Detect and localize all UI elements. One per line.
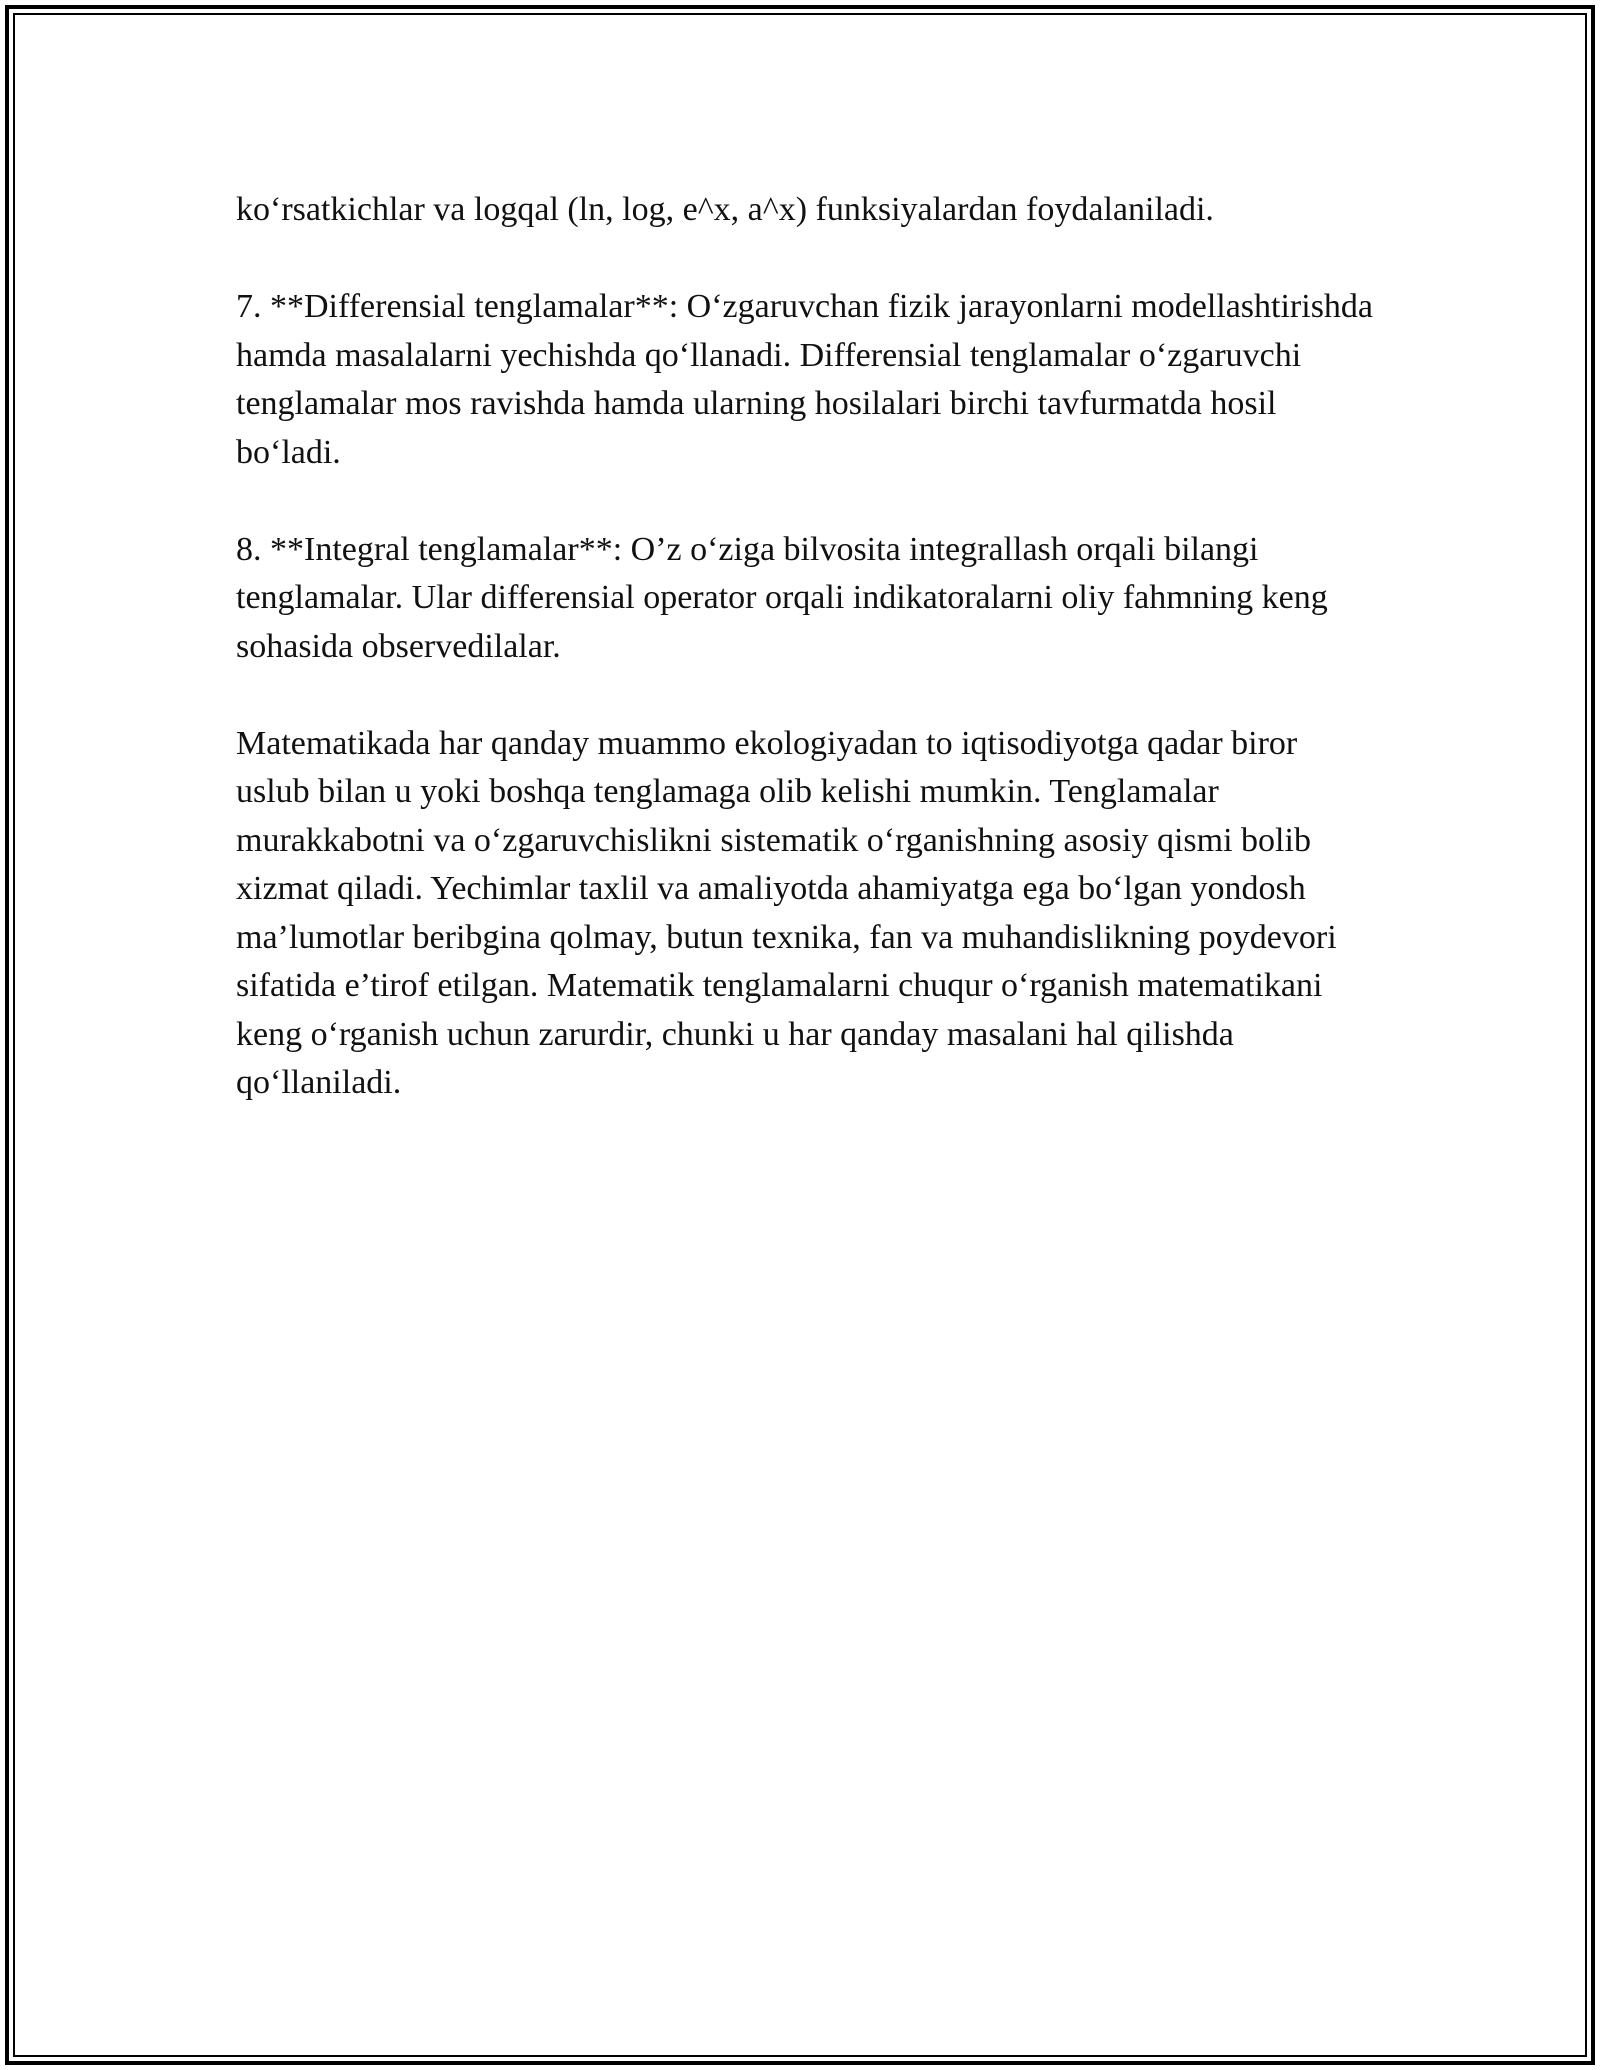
document-body: [236, 186, 1376, 1156]
paragraph-differential-equations: 7. **Differensial tenglamalar**: O‘zgaruvchan fizik jarayonlarni modellashtirishda hamda masalalarni yechishda qo‘llanadi. Differensial tenglamalar o‘zgaruvchi tenglamalar mos ravishda hamda ularning hosilalari birchi tavfurmatda hosil bo‘ladi.: [236, 288, 1374, 471]
paragraph-integral-equations: 8. **Integral tenglamalar**: O’z o‘ziga bilvosita integrallash orqali bilangi tenglamalar. Ular differensial operator orqali indikatoralarni oliy fahmning keng sohasida observedilalar.: [236, 530, 1328, 665]
paragraph-functions-continuation: ko‘rsatkichlar va logqal (ln, log, e^x, a^x) funksiyalardan foydalaniladi.: [236, 191, 1214, 228]
paragraph-conclusion: Matematikada har qanday muammo ekologiyadan to iqtisodiyotga qadar biror uslub bilan u yoki boshqa tenglamaga olib kelishi mumkin. Tenglamalar murakkabotni va o‘zgaruvchislikni sistematik o‘rganishning asosiy qismi bolib xizmat qiladi. Yechimlar taxlil va amaliyotda ahamiyatga ega bo‘lgan yondosh ma’lumotlar beribgina qolmay, butun texnika, fan va muhandislikning poydevori sifatida e’tirof etilgan. Matematik tenglamalarni chuqur o‘rganish matematikani keng o‘rganish uchun zarurdir, chunki u har qanday masalani hal qilishda qo‘llaniladi.: [236, 724, 1337, 1101]
